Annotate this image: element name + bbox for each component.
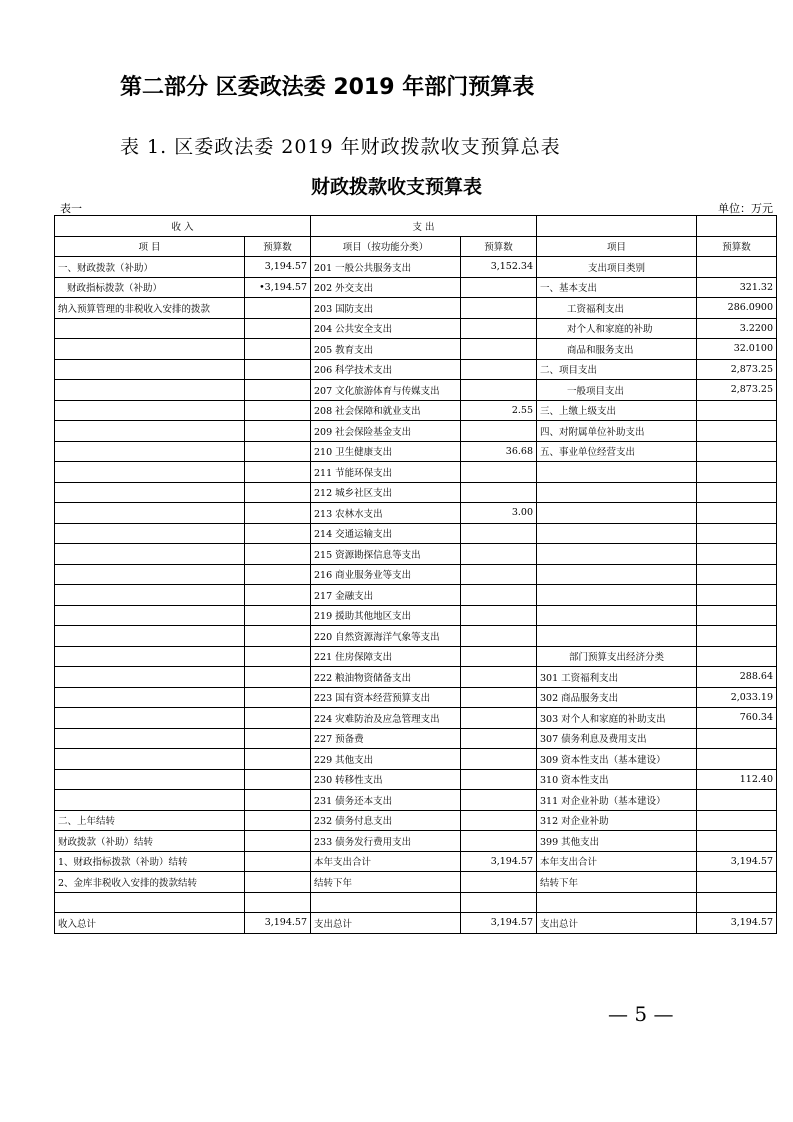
table-row <box>55 400 777 421</box>
cell-c: 203 国防支出 <box>311 298 461 319</box>
cell-a: 纳入预算管理的非税收入安排的拨款 <box>55 298 245 319</box>
cell-b <box>245 810 311 831</box>
cell-b <box>245 462 311 483</box>
cell-f <box>697 605 777 626</box>
cell-f: 3,194.57 <box>697 913 777 934</box>
cell-b <box>245 749 311 770</box>
cell-d <box>461 769 537 790</box>
cell-b <box>245 441 311 462</box>
table-row <box>55 523 777 544</box>
cell-e: 本年支出合计 <box>537 851 697 872</box>
cell-a <box>55 708 245 729</box>
cell-a <box>55 564 245 585</box>
cell-c: 208 社会保障和就业支出 <box>311 400 461 421</box>
cell-d <box>461 544 537 565</box>
cell-b <box>245 585 311 606</box>
cell-a <box>55 380 245 401</box>
cell-f <box>697 564 777 585</box>
cell-f <box>697 790 777 811</box>
cell-f: 286.0900 <box>697 298 777 319</box>
cell-f: 112.40 <box>697 769 777 790</box>
cell-e <box>537 462 697 483</box>
table-row <box>55 605 777 626</box>
cell-f <box>697 585 777 606</box>
cell-c: 211 节能环保支出 <box>311 462 461 483</box>
cell-c: 214 交通运输支出 <box>311 523 461 544</box>
cell-b <box>245 503 311 524</box>
col-amount2-header: 预算数 <box>461 236 537 257</box>
table-row <box>55 318 777 339</box>
table-row <box>55 277 777 298</box>
cell-a <box>55 359 245 380</box>
table-row <box>55 441 777 462</box>
cell-e <box>537 482 697 503</box>
cell-d <box>461 462 537 483</box>
cell-b <box>245 339 311 360</box>
header-empty-cell <box>697 216 777 237</box>
cell-e <box>537 626 697 647</box>
cell-f <box>697 728 777 749</box>
cell-e <box>537 544 697 565</box>
cell-c: 220 自然资源海洋气象等支出 <box>311 626 461 647</box>
cell-a <box>55 892 245 913</box>
cell-e: 结转下年 <box>537 872 697 893</box>
cell-e: 312 对企业补助 <box>537 810 697 831</box>
cell-f <box>697 872 777 893</box>
cell-d <box>461 318 537 339</box>
cell-d <box>461 749 537 770</box>
cell-e: 302 商品服务支出 <box>537 687 697 708</box>
cell-d: 3,152.34 <box>461 257 537 278</box>
cell-e: 301 工资福利支出 <box>537 667 697 688</box>
cell-f <box>697 482 777 503</box>
cell-e <box>537 503 697 524</box>
cell-f <box>697 421 777 442</box>
cell-b <box>245 359 311 380</box>
cell-f <box>697 503 777 524</box>
cell-c: 202 外交支出 <box>311 277 461 298</box>
cell-c: 230 转移性支出 <box>311 769 461 790</box>
cell-f <box>697 831 777 852</box>
cell-d <box>461 872 537 893</box>
cell-e: 399 其他支出 <box>537 831 697 852</box>
col-func-item-header: 项目（按功能分类） <box>311 236 461 257</box>
cell-f: 2,873.25 <box>697 380 777 401</box>
cell-d <box>461 585 537 606</box>
cell-b: 3,194.57 <box>245 257 311 278</box>
cell-e: 四、对附属单位补助支出 <box>537 421 697 442</box>
table-row <box>55 749 777 770</box>
cell-b <box>245 728 311 749</box>
cell-c: 212 城乡社区支出 <box>311 482 461 503</box>
cell-b <box>245 646 311 667</box>
cell-f: 321.32 <box>697 277 777 298</box>
cell-a <box>55 421 245 442</box>
cell-a <box>55 605 245 626</box>
cell-e <box>537 585 697 606</box>
cell-c: 232 债务付息支出 <box>311 810 461 831</box>
expense-header: 支 出 <box>311 216 537 237</box>
cell-d: 3,194.57 <box>461 913 537 934</box>
cell-a <box>55 318 245 339</box>
table-row <box>55 421 777 442</box>
cell-d <box>461 277 537 298</box>
cell-b <box>245 544 311 565</box>
cell-c: 213 农林水支出 <box>311 503 461 524</box>
table-row <box>55 339 777 360</box>
cell-a <box>55 749 245 770</box>
cell-e: 一般项目支出 <box>537 380 697 401</box>
cell-e: 对个人和家庭的补助 <box>537 318 697 339</box>
table-row <box>55 667 777 688</box>
table-row <box>55 831 777 852</box>
cell-e: 三、上缴上级支出 <box>537 400 697 421</box>
unit-label: 单位：万元 <box>718 202 773 215</box>
cell-e <box>537 892 697 913</box>
cell-b <box>245 523 311 544</box>
cell-a <box>55 667 245 688</box>
cell-b <box>245 892 311 913</box>
cell-a: 一、财政拨款（补助） <box>55 257 245 278</box>
cell-f <box>697 400 777 421</box>
cell-a <box>55 769 245 790</box>
cell-f <box>697 626 777 647</box>
cell-c: 209 社会保险基金支出 <box>311 421 461 442</box>
table-row <box>55 298 777 319</box>
cell-f <box>697 810 777 831</box>
table-row <box>55 462 777 483</box>
table-row <box>55 359 777 380</box>
cell-a <box>55 400 245 421</box>
cell-c: 222 粮油物资储备支出 <box>311 667 461 688</box>
cell-b <box>245 298 311 319</box>
col-item-header: 项 目 <box>55 236 245 257</box>
cell-a: 收入总计 <box>55 913 245 934</box>
cell-d: 2.55 <box>461 400 537 421</box>
cell-f <box>697 646 777 667</box>
cell-a <box>55 646 245 667</box>
col-item3-header: 项目 <box>537 236 697 257</box>
cell-f <box>697 749 777 770</box>
page-number: — 5 — <box>608 1002 674 1026</box>
table-row <box>55 544 777 565</box>
table-row <box>55 728 777 749</box>
table-row <box>55 810 777 831</box>
cell-e: 部门预算支出经济分类 <box>537 646 697 667</box>
cell-b <box>245 708 311 729</box>
budget-table <box>54 215 777 934</box>
cell-c: 206 科学技术支出 <box>311 359 461 380</box>
cell-a <box>55 585 245 606</box>
income-header: 收 入 <box>55 216 311 237</box>
cell-d <box>461 892 537 913</box>
cell-c: 支出总计 <box>311 913 461 934</box>
cell-d <box>461 605 537 626</box>
table-title: 财政拨款收支预算表 <box>310 176 482 198</box>
cell-e <box>537 523 697 544</box>
cell-d <box>461 421 537 442</box>
cell-c: 215 资源勘探信息等支出 <box>311 544 461 565</box>
table-row <box>55 626 777 647</box>
cell-a <box>55 339 245 360</box>
cell-f: 3,194.57 <box>697 851 777 872</box>
table-row <box>55 851 777 872</box>
cell-f: 760.34 <box>697 708 777 729</box>
cell-a: 二、上年结转 <box>55 810 245 831</box>
table-label: 表一 <box>60 202 82 215</box>
table-subtitle: 表 1. 区委政法委 2019 年财政拨款收支预算总表 <box>120 136 561 158</box>
cell-e: 五、事业单位经营支出 <box>537 441 697 462</box>
part-title: 第二部分 区委政法委 2019 年部门预算表 <box>120 75 535 100</box>
cell-a <box>55 790 245 811</box>
cell-b <box>245 831 311 852</box>
cell-d: 36.68 <box>461 441 537 462</box>
cell-c: 219 援助其他地区支出 <box>311 605 461 626</box>
cell-b <box>245 421 311 442</box>
cell-b <box>245 790 311 811</box>
cell-f <box>697 462 777 483</box>
cell-a <box>55 728 245 749</box>
cell-f <box>697 544 777 565</box>
cell-c: 229 其他支出 <box>311 749 461 770</box>
cell-f <box>697 257 777 278</box>
cell-b <box>245 769 311 790</box>
cell-c: 204 公共安全支出 <box>311 318 461 339</box>
cell-d <box>461 831 537 852</box>
header-row-2 <box>55 236 777 257</box>
cell-c: 210 卫生健康支出 <box>311 441 461 462</box>
cell-c: 207 文化旅游体育与传媒支出 <box>311 380 461 401</box>
cell-d <box>461 667 537 688</box>
cell-c: 结转下年 <box>311 872 461 893</box>
cell-b <box>245 872 311 893</box>
cell-c: 216 商业服务业等支出 <box>311 564 461 585</box>
cell-d <box>461 359 537 380</box>
cell-b <box>245 626 311 647</box>
cell-e: 309 资本性支出（基本建设） <box>537 749 697 770</box>
cell-d <box>461 708 537 729</box>
cell-e: 二、项目支出 <box>537 359 697 380</box>
cell-e: 307 债务利息及费用支出 <box>537 728 697 749</box>
cell-d <box>461 810 537 831</box>
cell-b <box>245 482 311 503</box>
cell-e: 支出总计 <box>537 913 697 934</box>
cell-a <box>55 544 245 565</box>
cell-d <box>461 626 537 647</box>
cell-d: 3,194.57 <box>461 851 537 872</box>
cell-c: 221 住房保障支出 <box>311 646 461 667</box>
cell-e: 工资福利支出 <box>537 298 697 319</box>
cell-c <box>311 892 461 913</box>
cell-c: 231 债务还本支出 <box>311 790 461 811</box>
cell-e <box>537 564 697 585</box>
col-amount3-header: 预算数 <box>697 236 777 257</box>
cell-d <box>461 646 537 667</box>
cell-a <box>55 503 245 524</box>
cell-d <box>461 687 537 708</box>
cell-d <box>461 339 537 360</box>
cell-d <box>461 728 537 749</box>
cell-b <box>245 667 311 688</box>
table-row <box>55 872 777 893</box>
cell-b <box>245 851 311 872</box>
table-row <box>55 790 777 811</box>
cell-f <box>697 523 777 544</box>
table-row <box>55 482 777 503</box>
cell-a <box>55 523 245 544</box>
table-row <box>55 687 777 708</box>
cell-b <box>245 380 311 401</box>
table-row <box>55 564 777 585</box>
cell-c: 217 金融支出 <box>311 585 461 606</box>
cell-e <box>537 605 697 626</box>
cell-d: 3.00 <box>461 503 537 524</box>
cell-c: 224 灾难防治及应急管理支出 <box>311 708 461 729</box>
cell-d <box>461 564 537 585</box>
table-row <box>55 380 777 401</box>
cell-c: 201 一般公共服务支出 <box>311 257 461 278</box>
cell-d <box>461 790 537 811</box>
cell-d <box>461 482 537 503</box>
cell-f <box>697 441 777 462</box>
table-row <box>55 892 777 913</box>
cell-a <box>55 687 245 708</box>
cell-f: 32.0100 <box>697 339 777 360</box>
cell-f: 2,873.25 <box>697 359 777 380</box>
cell-a <box>55 462 245 483</box>
table-row <box>55 585 777 606</box>
cell-f: 288.64 <box>697 667 777 688</box>
cell-c: 223 国有资本经营预算支出 <box>311 687 461 708</box>
cell-f <box>697 892 777 913</box>
cell-a <box>55 441 245 462</box>
cell-d <box>461 380 537 401</box>
cell-a: 2、金库非税收入安排的拨款结转 <box>55 872 245 893</box>
cell-e: 一、基本支出 <box>537 277 697 298</box>
cell-e: 支出项目类别 <box>537 257 697 278</box>
table-row <box>55 646 777 667</box>
table-row <box>55 708 777 729</box>
cell-a: 1、财政指标拨款（补助）结转 <box>55 851 245 872</box>
cell-e: 303 对个人和家庭的补助支出 <box>537 708 697 729</box>
header-row-1 <box>55 216 777 237</box>
cell-c: 227 预备费 <box>311 728 461 749</box>
cell-c: 233 债务发行费用支出 <box>311 831 461 852</box>
cell-b <box>245 400 311 421</box>
cell-b <box>245 605 311 626</box>
cell-d <box>461 523 537 544</box>
cell-c: 205 教育支出 <box>311 339 461 360</box>
cell-b <box>245 564 311 585</box>
cell-e: 310 资本性支出 <box>537 769 697 790</box>
table-row <box>55 913 777 934</box>
header-empty-cell <box>537 216 697 237</box>
table-row <box>55 257 777 278</box>
table-row <box>55 769 777 790</box>
cell-a <box>55 626 245 647</box>
cell-e: 商品和服务支出 <box>537 339 697 360</box>
cell-b <box>245 687 311 708</box>
cell-a: 财政指标拨款（补助） <box>55 277 245 298</box>
col-amount-header: 预算数 <box>245 236 311 257</box>
table-row <box>55 503 777 524</box>
cell-f: 2,033.19 <box>697 687 777 708</box>
cell-b: 3,194.57 <box>245 913 311 934</box>
cell-b <box>245 318 311 339</box>
cell-c: 本年支出合计 <box>311 851 461 872</box>
cell-b: •3,194.57 <box>245 277 311 298</box>
cell-a: 财政拨款（补助）结转 <box>55 831 245 852</box>
cell-d <box>461 298 537 319</box>
cell-e: 311 对企业补助（基本建设） <box>537 790 697 811</box>
cell-f: 3.2200 <box>697 318 777 339</box>
cell-a <box>55 482 245 503</box>
